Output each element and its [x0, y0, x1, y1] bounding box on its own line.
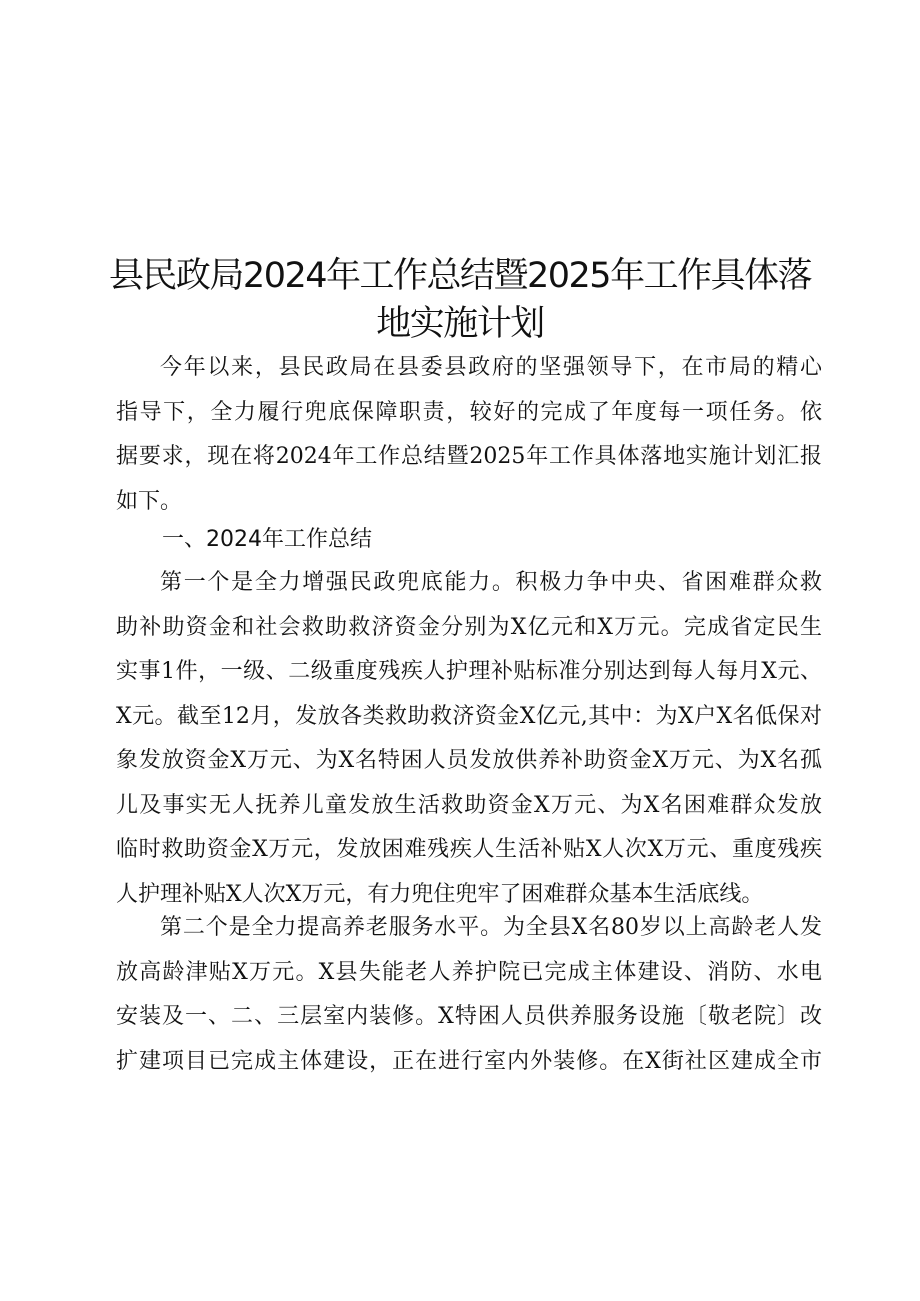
paragraph-line: 助补助资金和社会救助救济资金分别为X亿元和X万元。完成省定民生 — [116, 614, 822, 640]
paragraph-line: 放高龄津贴X万元。X县失能老人养护院已完成主体建设、消防、水电 — [116, 959, 822, 985]
paragraph-line: 扩建项目已完成主体建设，正在进行室内外装修。在X街社区建成全市 — [116, 1048, 822, 1074]
paragraph-line: X元。截至12月，发放各类救助救济资金X亿元,其中：为X户X名低保对 — [116, 703, 822, 729]
paragraph-line: 如下。 — [116, 488, 183, 514]
paragraph-line: 临时救助资金X万元，发放困难残疾人生活补贴X人次X万元、重度残疾 — [116, 837, 822, 862]
document-title-line: 县民政局2024年工作总结暨2025年工作具体落 — [108, 256, 812, 296]
paragraph-line: 象发放资金X万元、为X名特困人员发放供养补助资金X万元、为X名孤 — [116, 748, 822, 773]
paragraph-line: 第二个是全力提高养老服务水平。为全县X名80岁以上高龄老人发 — [160, 915, 822, 940]
document-title — [100, 252, 820, 348]
paragraph-line: 人护理补贴X人次X万元，有力兜住兜牢了困难群众基本生活底线。 — [116, 881, 764, 907]
section-heading: 一、2024年工作总结 — [162, 527, 372, 552]
paragraph-line: 第一个是全力增强民政兜底能力。积极力争中央、省困难群众救 — [160, 570, 822, 595]
section-paragraph-2 — [116, 906, 822, 1084]
paragraph-line: 据要求，现在将2024年工作总结暨2025年工作具体落地实施计划汇报 — [116, 444, 822, 469]
paragraph-line: 安装及一、二、三层室内装修。X特困人员供养服务设施〔敬老院〕改 — [116, 1004, 822, 1029]
paragraph-line: 指导下，全力履行兜底保障职责，较好的完成了年度每一项任务。依 — [116, 399, 822, 425]
paragraph-line: 今年以来，县民政局在县委县政府的坚强领导下，在市局的精心 — [160, 355, 822, 380]
section-paragraph-1 — [116, 561, 822, 917]
paragraph-line: 实事1件，一级、二级重度残疾人护理补贴标准分别达到每人每月X元、 — [116, 659, 822, 684]
paragraph-line: 儿及事实无人抚养儿童发放生活救助资金X万元、为X名困难群众发放 — [116, 792, 822, 818]
document-title-line: 地实施计划 — [376, 304, 544, 344]
intro-paragraph — [116, 346, 822, 524]
